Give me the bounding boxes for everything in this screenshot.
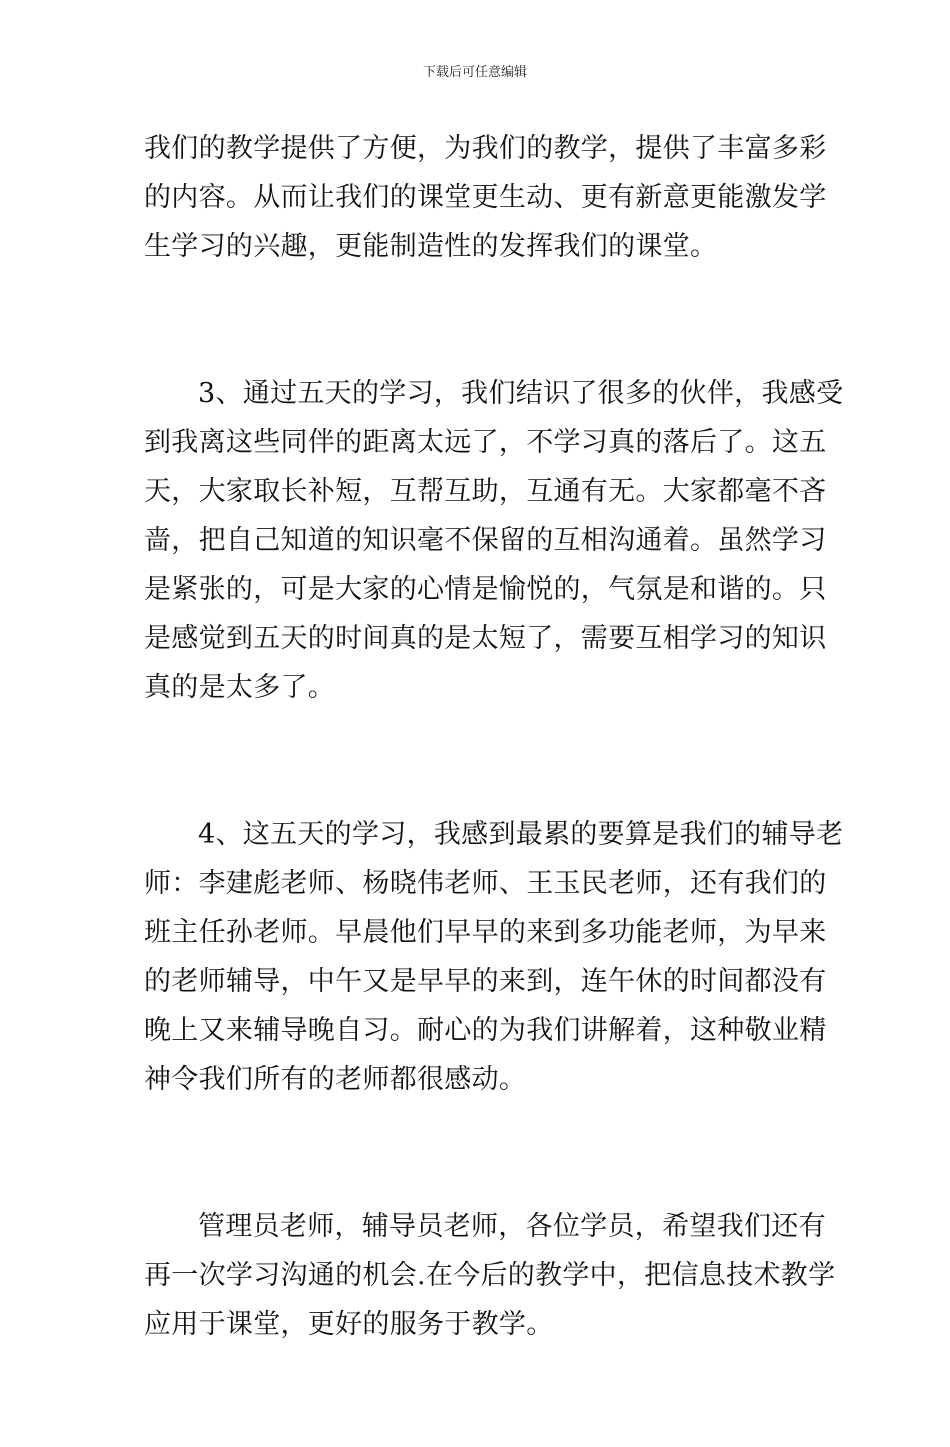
paragraph-line: 师：李建彪老师、杨晓伟老师、王玉民老师，还有我们的 <box>144 868 827 899</box>
paragraph-line: 晚上又来辅导晚自习。耐心的为我们讲解着，这种敬业精 <box>144 1015 827 1046</box>
paragraph-line: 到我离这些同伴的距离太远了，不学习真的落后了。这五 <box>144 427 827 458</box>
paragraph-3 <box>144 810 844 1104</box>
page-header: 下载后可任意编辑 <box>422 65 527 80</box>
paragraph-line: 天，大家取长补短，互帮互助，互通有无。大家都毫不吝 <box>144 476 827 507</box>
paragraph-line: 真的是太多了。 <box>144 672 336 703</box>
paragraph-line: 管理员老师，辅导员老师，各位学员，希望我们还有 <box>198 1211 826 1242</box>
paragraph-line: 再一次学习沟通的机会.在今后的教学中，把信息技术教学 <box>144 1260 836 1291</box>
paragraph-line: 神令我们所有的老师都很感动。 <box>144 1064 527 1095</box>
paragraph-line: 我们的教学提供了方便，为我们的教学，提供了丰富多彩 <box>144 133 827 164</box>
paragraph-line: 3、通过五天的学习，我们结识了很多的伙伴，我感受 <box>198 378 844 409</box>
paragraph-1 <box>144 124 827 271</box>
paragraph-4 <box>144 1202 836 1349</box>
paragraph-line: 啬，把自己知道的知识毫不保留的互相沟通着。虽然学习 <box>144 525 827 556</box>
paragraph-2 <box>144 369 844 712</box>
paragraph-line: 的内容。从而让我们的课堂更生动、更有新意更能激发学 <box>144 182 827 213</box>
paragraph-line: 4、这五天的学习，我感到最累的要算是我们的辅导老 <box>198 819 844 850</box>
paragraph-line: 应用于课堂，更好的服务于教学。 <box>144 1309 554 1340</box>
document-body <box>144 124 844 1447</box>
paragraph-line: 生学习的兴趣，更能制造性的发挥我们的课堂。 <box>144 231 718 262</box>
paragraph-line: 的老师辅导，中午又是早早的来到，连午休的时间都没有 <box>144 966 827 997</box>
paragraph-line: 是紧张的，可是大家的心情是愉悦的，气氛是和谐的。只 <box>144 574 827 605</box>
paragraph-line: 班主任孙老师。早晨他们早早的来到多功能老师，为早来 <box>144 917 827 948</box>
paragraph-line: 是感觉到五天的时间真的是太短了，需要互相学习的知识 <box>144 623 827 654</box>
